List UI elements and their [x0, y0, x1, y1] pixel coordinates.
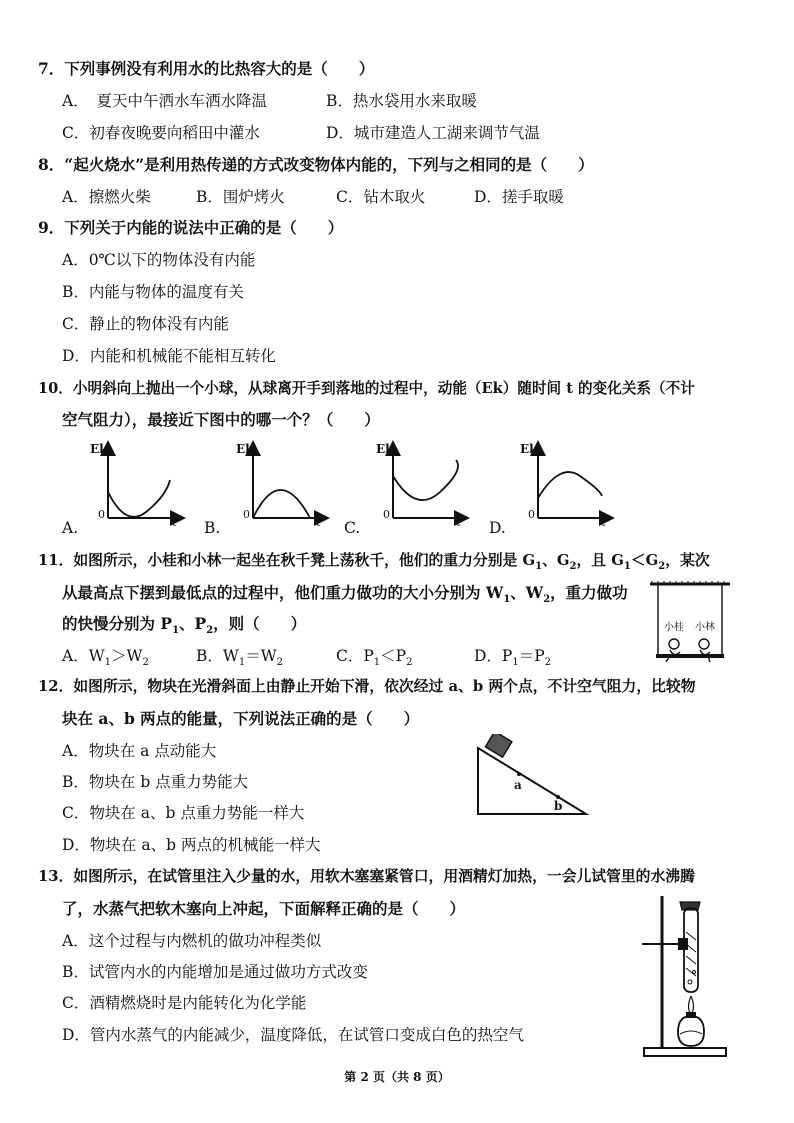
q10-c-origin: 0	[383, 508, 390, 521]
q11-stem-line3: 的快慢分别为 $P_1$、$P_2$，则（ ）	[62, 614, 307, 637]
incline-point-a: a	[514, 778, 522, 792]
q8-option-c[interactable]: C．钻木取火	[336, 188, 426, 206]
q10-graph-c[interactable]	[393, 448, 462, 518]
q7-stem: 7．下列事例没有利用水的比热容大的是（ ）	[38, 59, 375, 78]
q10-stem-line1: 10．小明斜向上抛出一个小球，从球离开手到落地的过程中，动能（Ek）随时间 t 的变化关系（不计	[38, 380, 695, 397]
page-footer: 第 2 页（共 8 页）	[344, 1070, 450, 1084]
q9-option-c[interactable]: C．静止的物体没有内能	[62, 315, 229, 333]
q12-option-a[interactable]: A．物块在 a 点动能大	[62, 742, 217, 760]
incline-point-b: b	[554, 799, 563, 813]
q11-option-b[interactable]: B．$W_1=W_2$	[196, 647, 284, 669]
q12-option-d[interactable]: D．物块在 a、b 两点的机械能一样大	[62, 836, 321, 854]
q11-option-c[interactable]: C．$P_1<P_2$	[336, 647, 413, 669]
q11-option-d[interactable]: D．$P_1=P_2$	[474, 647, 552, 669]
q7-option-a[interactable]: A． 夏天中午洒水车洒水降温	[62, 92, 267, 110]
test-tube-apparatus-figure	[640, 892, 740, 1058]
q8-option-d[interactable]: D．搓手取暖	[474, 188, 564, 206]
swing-figure	[648, 578, 732, 670]
q10-b-y-label: Ek	[236, 442, 254, 456]
q9-option-d[interactable]: D．内能和机械能不能相互转化	[62, 347, 276, 365]
q10-option-d[interactable]: D.	[489, 519, 506, 537]
q10-a-x-label: t	[172, 516, 177, 529]
q10-option-c[interactable]: C.	[344, 519, 361, 537]
q10-graph-b[interactable]	[253, 448, 322, 518]
q10-d-origin: 0	[528, 508, 535, 521]
q10-option-b[interactable]: B.	[204, 519, 221, 537]
q9-option-a[interactable]: A．0℃以下的物体没有内能	[62, 251, 256, 269]
q11-option-a[interactable]: A．$W_1>W_2$	[62, 647, 149, 669]
q12-stem-line2: 块在 a、b 两点的能量，下列说法正确的是（ ）	[62, 709, 420, 728]
q10-b-origin: 0	[243, 508, 250, 521]
q10-d-y-label: Ek	[520, 442, 538, 456]
q10-stem-line2: 空气阻力），最接近下图中的哪一个？（ ）	[62, 410, 380, 429]
q7-option-d[interactable]: D．城市建造人工湖来调节气温	[326, 124, 540, 142]
q8-stem: 8．“起火烧水”是利用热传递的方式改变物体内能的，下列与之相同的是（ ）	[38, 155, 594, 174]
q9-stem: 9．下列关于内能的说法中正确的是（ ）	[38, 218, 344, 237]
q7-option-c[interactable]: C．初春夜晚要向稻田中灌水	[62, 124, 260, 142]
swing-label-right: 小林	[695, 622, 715, 633]
q13-option-c[interactable]: C．酒精燃烧时是内能转化为化学能	[62, 994, 307, 1012]
q12-option-c[interactable]: C．物块在 a、b 点重力势能一样大	[62, 804, 305, 822]
q10-c-y-label: Ek	[376, 442, 394, 456]
q12-stem-line1: 12．如图所示，物块在光滑斜面上由静止开始下滑，依次经过 a、b 两个点，不计空气阻力，比较物	[38, 678, 696, 695]
q8-option-b[interactable]: B．围炉烤火	[196, 188, 285, 206]
q11-stem-line1: 11．如图所示，小桂和小林一起坐在秋千凳上荡秋千，他们的重力分别是 $G_1$、$G_2$，且 $G_1<G_2$，某次	[38, 552, 710, 572]
q10-graph-d[interactable]	[538, 448, 607, 518]
q10-graphs	[60, 436, 760, 538]
q13-stem-line1: 13．如图所示，在试管里注入少量的水，用软木塞塞紧管口，用酒精灯加热，一会儿试管里的水沸腾	[38, 868, 695, 885]
q8-option-a[interactable]: A．擦燃火柴	[62, 188, 151, 206]
q9-option-b[interactable]: B．内能与物体的温度有关	[62, 283, 244, 301]
q13-option-a[interactable]: A．这个过程与内燃机的做功冲程类似	[62, 932, 322, 950]
q10-graph-a[interactable]	[108, 448, 178, 518]
q13-stem-line2: 了，水蒸气把软木塞向上冲起，下面解释正确的是（ ）	[62, 899, 466, 918]
q11-stem-line2: 从最高点下摆到最低点的过程中，他们重力做功的大小分别为 $W_1$、$W_2$，重力做功	[62, 583, 628, 606]
q10-option-a[interactable]: A.	[62, 519, 79, 537]
q13-option-d[interactable]: D．管内水蒸气的内能减少，温度降低，在试管口变成白色的热空气	[62, 1026, 524, 1044]
q10-d-x-label: t	[601, 516, 606, 529]
incline-figure	[470, 734, 590, 818]
swing-label-left: 小桂	[664, 622, 684, 633]
q10-a-origin: 0	[98, 508, 105, 521]
q7-option-b[interactable]: B．热水袋用水来取暖	[326, 92, 477, 110]
q10-c-x-label: t	[456, 516, 461, 529]
q12-option-b[interactable]: B．物块在 b 点重力势能大	[62, 773, 249, 791]
q10-a-y-label: Ek	[90, 442, 108, 456]
q13-option-b[interactable]: B．试管内水的内能增加是通过做功方式改变	[62, 963, 368, 981]
q10-b-x-label: t	[316, 516, 321, 529]
